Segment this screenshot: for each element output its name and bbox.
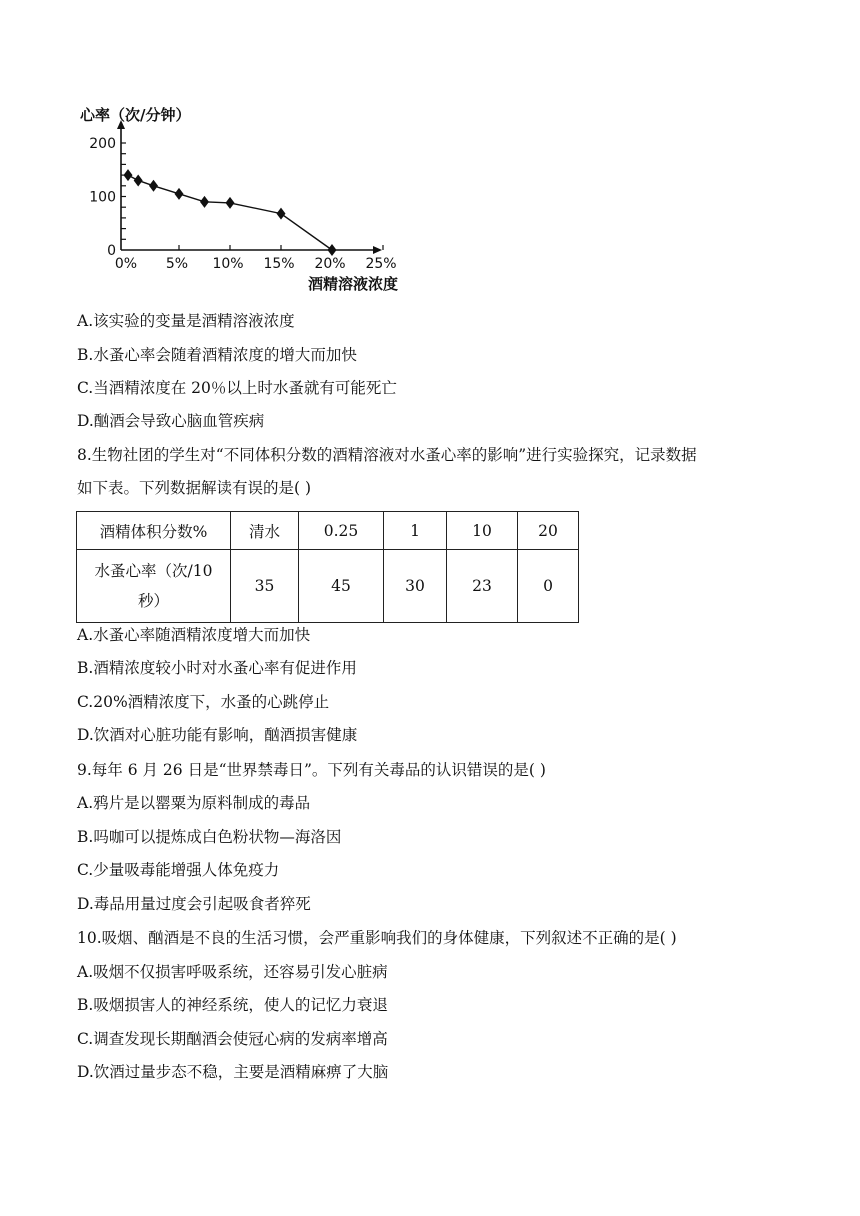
- table-cell: 23: [447, 550, 518, 623]
- q10-stem: 10.吸烟、酗酒是不良的生活习惯，会严重影响我们的身体健康，下列叙述不正确的是( ): [77, 929, 677, 947]
- x-tick-label: 20%: [314, 256, 346, 272]
- q10-option-d: D.饮酒过量步态不稳，主要是酒精麻痹了大脑: [77, 1063, 389, 1081]
- q10-option-c: C.调查发现长期酗酒会使冠心病的发病率增高: [77, 1030, 388, 1048]
- x-axis-arrow: [373, 246, 382, 254]
- table-row-label: [77, 550, 231, 623]
- data-point: [175, 188, 184, 200]
- q8-option-b: B.酒精浓度较小时对水蚤心率有促进作用: [77, 659, 357, 677]
- data-point: [124, 169, 133, 181]
- data-point: [328, 244, 337, 256]
- q7-option-d: D.酗酒会导致心脑血管疾病: [77, 412, 265, 430]
- y-tick-label: 200: [89, 136, 116, 152]
- q8-stem-line1: 8.生物社团的学生对“不同体积分数的酒精溶液对水蚤心率的影响”进行实验探究，记录数据: [77, 446, 697, 464]
- q8-data-table: [76, 511, 579, 623]
- x-tick-label: 0%: [114, 256, 138, 272]
- data-point: [149, 180, 158, 192]
- table-header-cell: 0.25: [299, 512, 384, 550]
- table-header-row: [77, 512, 579, 550]
- q9-stem: 9.每年 6 月 26 日是“世界禁毒日”。下列有关毒品的认识错误的是( ): [77, 761, 546, 779]
- chart-svg: [78, 100, 418, 300]
- table-header-cell: 20: [518, 512, 579, 550]
- q9-option-b: B.吗咖可以提炼成白色粉状物—海洛因: [77, 828, 342, 846]
- x-tick-label: 5%: [165, 256, 189, 272]
- table-row: [77, 550, 579, 623]
- table-header-cell: 酒精体积分数%: [77, 512, 231, 550]
- series-line: [128, 175, 332, 250]
- data-point: [226, 197, 235, 209]
- x-tick-label: 10%: [212, 256, 244, 272]
- y-tick-label: 100: [89, 189, 116, 206]
- row-label-line1: 水蚤心率（次/10: [94, 562, 213, 580]
- data-point: [277, 208, 286, 220]
- table-header-cell: 1: [384, 512, 447, 550]
- y-tick-label: 0: [107, 243, 116, 259]
- table-cell: 45: [299, 550, 384, 623]
- q7-option-b: B.水蚤心率会随着酒精浓度的增大而加快: [77, 346, 357, 364]
- q7-option-c: C.当酒精浓度在 20％以上时水蚤就有可能死亡: [77, 379, 397, 397]
- table-cell: 0: [518, 550, 579, 623]
- table-header-cell: 10: [447, 512, 518, 550]
- q9-option-c: C.少量吸毒能增强人体免疫力: [77, 861, 280, 879]
- x-axis-label: 酒精溶液浓度: [307, 275, 398, 293]
- data-point: [200, 196, 209, 208]
- q7-option-a: A.该实验的变量是酒精溶液浓度: [77, 312, 295, 330]
- q10-option-a: A.吸烟不仅损害呼吸系统，还容易引发心脏病: [77, 963, 388, 981]
- heart-rate-chart: [78, 100, 418, 300]
- q8-option-d: D.饮酒对心脏功能有影响，酗酒损害健康: [77, 726, 358, 744]
- q9-option-d: D.毒品用量过度会引起吸食者猝死: [77, 895, 311, 913]
- q8-option-a: A.水蚤心率随酒精浓度增大而加快: [77, 626, 311, 644]
- data-point: [134, 174, 143, 186]
- y-axis-label: 心率（次/分钟）: [80, 106, 191, 124]
- table-cell: 30: [384, 550, 447, 623]
- x-tick-label: 25%: [365, 256, 397, 272]
- table-cell: 35: [231, 550, 299, 623]
- row-label-line2: 秒）: [137, 592, 169, 610]
- x-tick-label: 15%: [263, 256, 295, 272]
- q10-option-b: B.吸烟损害人的神经系统，使人的记忆力衰退: [77, 996, 388, 1014]
- q9-option-a: A.鸦片是以罂粟为原料制成的毒品: [77, 794, 311, 812]
- q8-stem-line2: 如下表。下列数据解读有误的是( ): [77, 479, 312, 497]
- q8-option-c: C.20%酒精浓度下，水蚤的心跳停止: [77, 693, 330, 711]
- table-header-cell: 清水: [231, 512, 299, 550]
